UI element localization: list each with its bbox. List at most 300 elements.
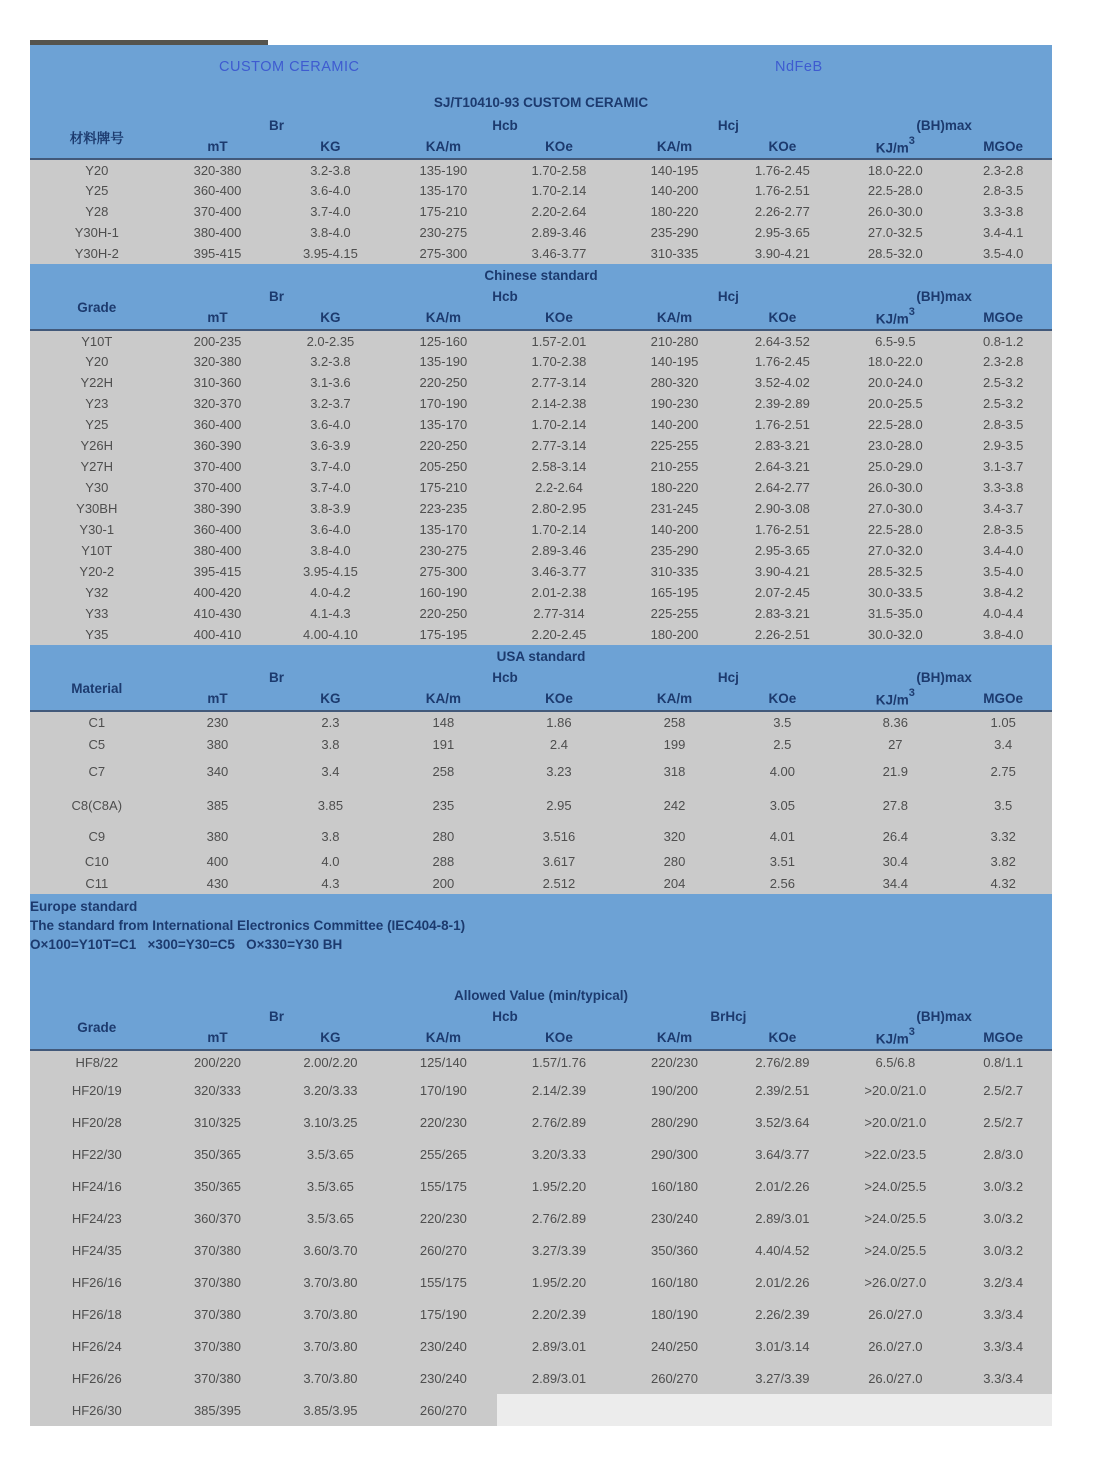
table-cell: 3.5/3.65	[271, 1202, 389, 1234]
column-group-header: (BH)max	[836, 115, 1052, 135]
table-row	[30, 561, 1052, 582]
table-row	[30, 222, 1052, 243]
column-unit-header: MGOe	[954, 687, 1052, 711]
table-cell: 2.76/2.89	[728, 1050, 836, 1074]
table-cell: 3.3/3.4	[954, 1362, 1052, 1394]
table-cell: 1.70-2.38	[497, 351, 620, 372]
grade-cell: Y20	[30, 351, 164, 372]
table-cell: 3.70/3.80	[271, 1362, 389, 1394]
column-group-header: (BH)max	[836, 286, 1052, 306]
grade-cell: Y23	[30, 393, 164, 414]
table-cell: 3.85	[271, 787, 389, 823]
table-cell: 1.95/2.20	[497, 1266, 620, 1298]
table-cell: 1.95/2.20	[497, 1170, 620, 1202]
table-cell: 400	[164, 849, 272, 873]
table-cell: 2.95-3.65	[728, 222, 836, 243]
table-cell: 34.4	[836, 873, 954, 894]
table-cell: 30.4	[836, 849, 954, 873]
table-cell: 220-250	[389, 603, 497, 624]
table-cell: 3.5-4.0	[954, 243, 1052, 264]
table-row	[30, 519, 1052, 540]
table-cell: 3.85/3.95	[271, 1394, 389, 1426]
table-cell: 2.00/2.20	[271, 1050, 389, 1074]
table-cell: 310/325	[164, 1106, 272, 1138]
table-row	[30, 1138, 1052, 1170]
grade-cell: HF26/16	[30, 1266, 164, 1298]
table-cell: 3.4-4.0	[954, 540, 1052, 561]
grade-cell: C8(C8A)	[30, 787, 164, 823]
table-row	[30, 330, 1052, 351]
table-cell: 3.2/3.4	[954, 1266, 1052, 1298]
table-cell: 3.2-3.8	[271, 159, 389, 180]
table-cell: 200-235	[164, 330, 272, 351]
column-unit-header: KA/m	[621, 687, 729, 711]
table-cell: 310-360	[164, 372, 272, 393]
table-cell: 200	[389, 873, 497, 894]
table-cell: 3.8	[271, 823, 389, 849]
table-cell: 204	[621, 873, 729, 894]
materials-spec-document	[30, 45, 1052, 1426]
table-cell: 3.90-4.21	[728, 243, 836, 264]
table-cell: 4.00	[728, 755, 836, 787]
first-column-header: Grade	[30, 286, 164, 330]
table-cell: 2.77-314	[497, 603, 620, 624]
column-unit-header: KOe	[497, 687, 620, 711]
table-cell: 230-275	[389, 540, 497, 561]
table-cell: 200/220	[164, 1050, 272, 1074]
table-cell: 280	[621, 849, 729, 873]
table-cell: 2.80-2.95	[497, 498, 620, 519]
table-row	[30, 873, 1052, 894]
table-cell: 2.8-3.5	[954, 519, 1052, 540]
table-cell: 26.0-30.0	[836, 477, 954, 498]
table-cell: 22.5-28.0	[836, 519, 954, 540]
table-cell: 30.0-33.5	[836, 582, 954, 603]
table-cell: 400-410	[164, 624, 272, 645]
column-unit-header: mT	[164, 1026, 272, 1050]
table-cell: 370-400	[164, 456, 272, 477]
column-unit-header: KG	[271, 135, 389, 159]
table-row	[30, 456, 1052, 477]
table-cell: 3.3/3.4	[954, 1330, 1052, 1362]
table-cell: 2.83-3.21	[728, 435, 836, 456]
table-cell: 3.70/3.80	[271, 1298, 389, 1330]
grade-cell: C10	[30, 849, 164, 873]
column-unit-header: KA/m	[389, 306, 497, 330]
table-row	[30, 624, 1052, 645]
table-cell: 140-200	[621, 180, 729, 201]
table-cell: 0.8/1.1	[954, 1050, 1052, 1074]
table-cell: 170/190	[389, 1074, 497, 1106]
table-cell: 1.70-2.14	[497, 180, 620, 201]
table-cell: 2.76/2.89	[497, 1202, 620, 1234]
table-cell: 1.70-2.14	[497, 414, 620, 435]
table-cell: 223-235	[389, 498, 497, 519]
table-cell: 155/175	[389, 1170, 497, 1202]
column-unit-header: KOe	[728, 306, 836, 330]
table-title: SJ/T10410-93 CUSTOM CERAMIC	[30, 89, 1052, 115]
custom-ceramic-link[interactable]: CUSTOM CERAMIC	[219, 59, 360, 75]
table-row	[30, 733, 1052, 755]
table-cell: 20.0-25.5	[836, 393, 954, 414]
allowed-value-table	[30, 984, 1052, 1426]
table-cell: 3.46-3.77	[497, 243, 620, 264]
grade-cell: Y30H-2	[30, 243, 164, 264]
table-cell: 27.0-32.0	[836, 540, 954, 561]
table-cell: 2.89/3.01	[497, 1362, 620, 1394]
table-cell: 360-400	[164, 519, 272, 540]
superscript: 3	[908, 686, 915, 699]
table-cell: 20.0-24.0	[836, 372, 954, 393]
table-row	[30, 787, 1052, 823]
table-cell: 2.77-3.14	[497, 372, 620, 393]
table-cell: 1.57-2.01	[497, 330, 620, 351]
column-unit-header: MGOe	[954, 1026, 1052, 1050]
table-cell: 225-255	[621, 603, 729, 624]
table-cell: 140-195	[621, 351, 729, 372]
table-cell: 1.76-2.51	[728, 414, 836, 435]
table-cell: 220/230	[389, 1106, 497, 1138]
table-cell: 2.90-3.08	[728, 498, 836, 519]
grade-cell: Y30BH	[30, 498, 164, 519]
column-group-header: BrHcj	[621, 1006, 837, 1026]
table-cell: 30.0-32.0	[836, 624, 954, 645]
table-cell: 135-190	[389, 351, 497, 372]
table-cell: 2.20-2.45	[497, 624, 620, 645]
table-cell: 1.86	[497, 711, 620, 733]
table-cell: 340	[164, 755, 272, 787]
column-unit-header: mT	[164, 135, 272, 159]
table-row	[30, 1050, 1052, 1074]
table-cell: 2.9-3.5	[954, 435, 1052, 456]
table-cell: 4.0-4.2	[271, 582, 389, 603]
table-cell: 3.5/3.65	[271, 1138, 389, 1170]
table-cell: 180-220	[621, 477, 729, 498]
table-cell: 230/240	[389, 1330, 497, 1362]
table-row	[30, 414, 1052, 435]
table-cell: 6.5/6.8	[836, 1050, 954, 1074]
table-cell: 230-275	[389, 222, 497, 243]
table-cell: 3.0/3.2	[954, 1202, 1052, 1234]
table-row	[30, 1202, 1052, 1234]
table-cell: 3.8	[271, 733, 389, 755]
table-title: Chinese standard	[30, 264, 1052, 286]
table-cell: 210-255	[621, 456, 729, 477]
table-cell: 4.00-4.10	[271, 624, 389, 645]
table-cell: 3.1-3.7	[954, 456, 1052, 477]
table-cell: 320-380	[164, 159, 272, 180]
table-cell: 125-160	[389, 330, 497, 351]
first-column-header: Material	[30, 667, 164, 711]
table-cell: 240/250	[621, 1330, 729, 1362]
table-cell: 3.5/3.65	[271, 1170, 389, 1202]
table-cell: 370-400	[164, 477, 272, 498]
table-cell: 175-195	[389, 624, 497, 645]
table-cell: 3.32	[954, 823, 1052, 849]
column-unit-header: KA/m	[621, 306, 729, 330]
table-cell: 8.36	[836, 711, 954, 733]
table-cell: 2.5	[728, 733, 836, 755]
europe-standard-heading: Europe standard	[30, 899, 138, 914]
table-row	[30, 1362, 1052, 1394]
column-unit-header: mT	[164, 687, 272, 711]
grade-cell: C7	[30, 755, 164, 787]
table-cell: 235	[389, 787, 497, 823]
table-cell: 2.14-2.38	[497, 393, 620, 414]
table-cell: 288	[389, 849, 497, 873]
table-cell: 3.1-3.6	[271, 372, 389, 393]
table-cell: 3.5	[728, 711, 836, 733]
table-cell: 360-390	[164, 435, 272, 456]
table-cell: 3.3-3.8	[954, 477, 1052, 498]
table-cell: 1.70-2.58	[497, 159, 620, 180]
table-cell: 27.0-30.0	[836, 498, 954, 519]
table-cell: 205-250	[389, 456, 497, 477]
table-cell: 180-220	[621, 201, 729, 222]
table-cell: 395-415	[164, 243, 272, 264]
grade-cell: Y35	[30, 624, 164, 645]
table-cell: 4.0-4.4	[954, 603, 1052, 624]
table-cell: 3.8-4.0	[271, 540, 389, 561]
table-title: Allowed Value (min/typical)	[30, 984, 1052, 1006]
table-cell: 320/333	[164, 1074, 272, 1106]
column-group-header: Br	[164, 1006, 390, 1026]
table-cell: >24.0/25.5	[836, 1202, 954, 1234]
table-cell: 2.01/2.26	[728, 1266, 836, 1298]
table-row	[30, 582, 1052, 603]
table-cell: 26.0-30.0	[836, 201, 954, 222]
table-row	[30, 435, 1052, 456]
column-unit-header: KG	[271, 687, 389, 711]
table-cell: 6.5-9.5	[836, 330, 954, 351]
table-cell: 2.89/3.01	[728, 1202, 836, 1234]
table-cell: 2.95	[497, 787, 620, 823]
table-cell: 4.3	[271, 873, 389, 894]
table-cell: 2.56	[728, 873, 836, 894]
ndfeb-link[interactable]: NdFeB	[775, 59, 823, 75]
table-cell: 26.0/27.0	[836, 1330, 954, 1362]
table-cell: 2.39/2.51	[728, 1074, 836, 1106]
table-cell: 220-250	[389, 435, 497, 456]
table-cell: 1.70-2.14	[497, 519, 620, 540]
table-cell: 370/380	[164, 1330, 272, 1362]
table-cell: 148	[389, 711, 497, 733]
table-cell: 28.5-32.5	[836, 561, 954, 582]
table-row	[30, 243, 1052, 264]
europe-standard-description: The standard from International Electronics Committee (IEC404-8-1)	[30, 918, 466, 933]
column-unit-header: $KJ/m^3$	[836, 306, 954, 330]
table-row	[30, 755, 1052, 787]
table-title: USA standard	[30, 645, 1052, 667]
column-group-header: Hcj	[621, 667, 837, 687]
table-cell: 3.0/3.2	[954, 1234, 1052, 1266]
table-cell: 258	[621, 711, 729, 733]
grade-cell: C5	[30, 733, 164, 755]
table-cell: 2.64-3.52	[728, 330, 836, 351]
grade-cell: Y30H-1	[30, 222, 164, 243]
table-cell: 370/380	[164, 1234, 272, 1266]
table-cell: 1.76-2.51	[728, 519, 836, 540]
table-cell: 3.8-4.2	[954, 582, 1052, 603]
table-cell: 370/380	[164, 1266, 272, 1298]
grade-cell: HF26/18	[30, 1298, 164, 1330]
table-cell: 165-195	[621, 582, 729, 603]
grade-cell: Y20	[30, 159, 164, 180]
table-cell: 2.89-3.46	[497, 540, 620, 561]
table-cell: 2.26-2.77	[728, 201, 836, 222]
table-cell: 400-420	[164, 582, 272, 603]
column-unit-header: KOe	[728, 1026, 836, 1050]
table-cell: 260/270	[389, 1394, 497, 1426]
table-row	[30, 603, 1052, 624]
table-cell: 3.46-3.77	[497, 561, 620, 582]
table-cell: 3.617	[497, 849, 620, 873]
table-cell: 3.10/3.25	[271, 1106, 389, 1138]
table-cell: 220/230	[621, 1050, 729, 1074]
table-cell: 2.95-3.65	[728, 540, 836, 561]
table-cell: 2.77-3.14	[497, 435, 620, 456]
table-row	[30, 1170, 1052, 1202]
table-cell: >22.0/23.5	[836, 1138, 954, 1170]
table-cell: 258	[389, 755, 497, 787]
table-cell: 2.14/2.39	[497, 1074, 620, 1106]
grade-cell: Y30	[30, 477, 164, 498]
table-cell: 3.52/3.64	[728, 1106, 836, 1138]
grade-cell: Y28	[30, 201, 164, 222]
table-cell: 2.64-3.21	[728, 456, 836, 477]
grade-cell: C1	[30, 711, 164, 733]
table-cell: >26.0/27.0	[836, 1266, 954, 1298]
table-cell: 180-200	[621, 624, 729, 645]
table-cell: >20.0/21.0	[836, 1074, 954, 1106]
table-cell: 190/200	[621, 1074, 729, 1106]
grade-cell: HF26/30	[30, 1394, 164, 1426]
column-group-header: Hcb	[389, 115, 620, 135]
table-cell: 2.512	[497, 873, 620, 894]
table-cell: 140-195	[621, 159, 729, 180]
table-cell: 125/140	[389, 1050, 497, 1074]
table-cell	[836, 1394, 954, 1426]
table-cell: 360-400	[164, 180, 272, 201]
table-cell: 260/270	[389, 1234, 497, 1266]
table-row	[30, 351, 1052, 372]
table-cell: 3.7-4.0	[271, 477, 389, 498]
table-cell: 26.0/27.0	[836, 1298, 954, 1330]
table-cell: 180/190	[621, 1298, 729, 1330]
table-cell: 135-170	[389, 414, 497, 435]
table-row	[30, 393, 1052, 414]
table-cell: 3.5-4.0	[954, 561, 1052, 582]
table-cell: 25.0-29.0	[836, 456, 954, 477]
table-row	[30, 1266, 1052, 1298]
column-group-header: Hcj	[621, 115, 837, 135]
table-cell: 320	[621, 823, 729, 849]
table-cell: 210-280	[621, 330, 729, 351]
table-cell: 3.70/3.80	[271, 1266, 389, 1298]
table-cell: 320-370	[164, 393, 272, 414]
table-cell: 135-170	[389, 180, 497, 201]
table-cell: 320-380	[164, 351, 272, 372]
table-cell: 3.51	[728, 849, 836, 873]
table-cell: 230/240	[389, 1362, 497, 1394]
column-unit-header: mT	[164, 306, 272, 330]
table-cell: 199	[621, 733, 729, 755]
column-unit-header: KA/m	[621, 1026, 729, 1050]
table-row	[30, 1394, 1052, 1426]
table-cell: 360-400	[164, 414, 272, 435]
table-cell: 318	[621, 755, 729, 787]
table-cell: 2.2-2.64	[497, 477, 620, 498]
table-cell: 231-245	[621, 498, 729, 519]
column-unit-header: KA/m	[389, 1026, 497, 1050]
table-cell: 242	[621, 787, 729, 823]
table-cell: 275-300	[389, 561, 497, 582]
table-cell: 2.58-3.14	[497, 456, 620, 477]
table-cell: 280	[389, 823, 497, 849]
table-cell: 26.4	[836, 823, 954, 849]
table-cell: 2.8/3.0	[954, 1138, 1052, 1170]
table-row	[30, 159, 1052, 180]
table-cell: 3.6-4.0	[271, 180, 389, 201]
table-cell: >24.0/25.5	[836, 1170, 954, 1202]
table-row	[30, 1106, 1052, 1138]
table-cell: 3.6-4.0	[271, 519, 389, 540]
table-cell: 3.4-4.1	[954, 222, 1052, 243]
table-cell: 1.76-2.45	[728, 159, 836, 180]
table-row	[30, 201, 1052, 222]
column-unit-header: KOe	[728, 687, 836, 711]
table-cell: 370/380	[164, 1298, 272, 1330]
sjt10410-custom-ceramic-table	[30, 89, 1052, 264]
table-cell: 3.2-3.7	[271, 393, 389, 414]
table-cell: 3.27/3.39	[728, 1362, 836, 1394]
top-link-bar	[30, 45, 1052, 89]
table-cell: 18.0-22.0	[836, 351, 954, 372]
table-cell: 280-320	[621, 372, 729, 393]
column-group-header: Br	[164, 115, 390, 135]
table-cell: 2.64-2.77	[728, 477, 836, 498]
table-cell: 2.20-2.64	[497, 201, 620, 222]
table-row	[30, 1074, 1052, 1106]
table-cell: 2.39-2.89	[728, 393, 836, 414]
table-cell: >24.0/25.5	[836, 1234, 954, 1266]
table-cell: 2.26/2.39	[728, 1298, 836, 1330]
table-cell: 3.60/3.70	[271, 1234, 389, 1266]
grade-cell: C9	[30, 823, 164, 849]
table-cell: 0.8-1.2	[954, 330, 1052, 351]
table-cell: 370-400	[164, 201, 272, 222]
table-cell: 155/175	[389, 1266, 497, 1298]
table-cell: 255/265	[389, 1138, 497, 1170]
superscript: 3	[908, 134, 915, 147]
grade-cell: Y26H	[30, 435, 164, 456]
table-cell	[954, 1394, 1052, 1426]
table-cell: 170-190	[389, 393, 497, 414]
table-cell: 260/270	[621, 1362, 729, 1394]
table-cell: 410-430	[164, 603, 272, 624]
table-cell: 23.0-28.0	[836, 435, 954, 456]
first-column-header: 材料牌号	[30, 115, 164, 159]
grade-cell: HF22/30	[30, 1138, 164, 1170]
grade-cell: HF20/28	[30, 1106, 164, 1138]
column-unit-header: KG	[271, 306, 389, 330]
table-cell: 2.89-3.46	[497, 222, 620, 243]
table-cell: 3.82	[954, 849, 1052, 873]
table-cell: 2.83-3.21	[728, 603, 836, 624]
table-cell: 2.5/2.7	[954, 1074, 1052, 1106]
column-unit-header: KOe	[497, 1026, 620, 1050]
table-cell: 2.5-3.2	[954, 393, 1052, 414]
